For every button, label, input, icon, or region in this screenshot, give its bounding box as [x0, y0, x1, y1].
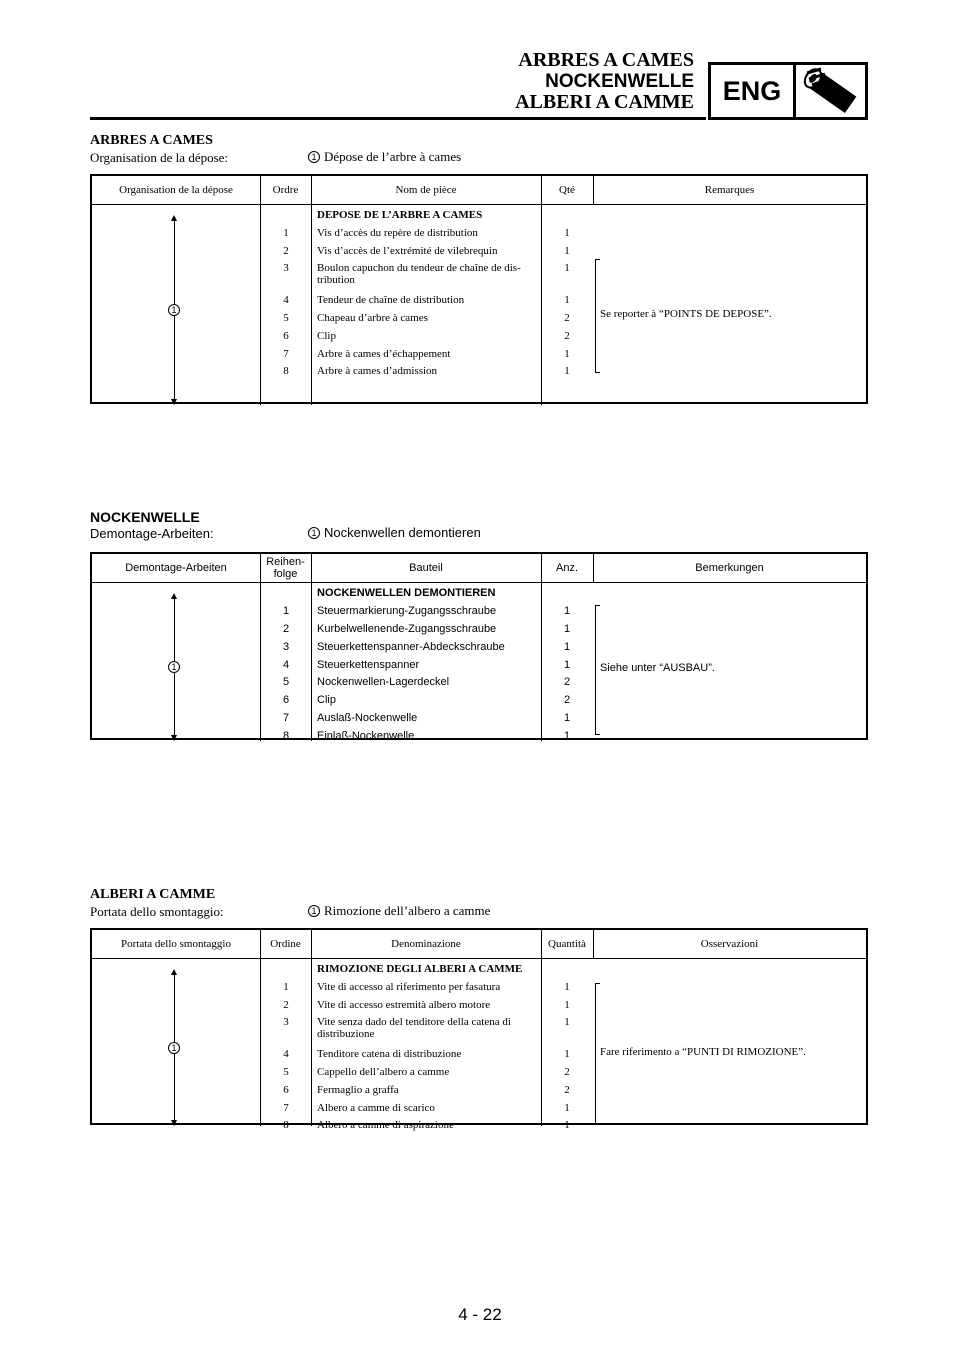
column-header: Bemerkungen	[695, 562, 764, 574]
table-body	[92, 205, 866, 405]
column-header: Denominazione	[391, 938, 461, 950]
section-title: NOCKENWELLE	[90, 509, 200, 525]
qty-cell: 1	[564, 365, 570, 377]
page-number: 4 - 22	[458, 1305, 502, 1324]
part-name-cell: Nockenwellen-Lagerdeckel	[317, 676, 450, 688]
column-divider	[260, 554, 261, 582]
eng-label: ENG	[711, 65, 796, 117]
part-name-cell: Arbre à cames d’échappement	[317, 348, 451, 360]
order-cell: 2	[283, 245, 289, 257]
table-header	[92, 176, 866, 205]
order-cell: 3	[283, 262, 289, 274]
arrow-down-icon	[171, 399, 177, 405]
procedure-title: NOCKENWELLEN DEMONTIEREN	[317, 587, 496, 599]
qty-cell: 2	[564, 312, 570, 324]
order-cell: 4	[283, 1048, 289, 1060]
order-cell: 2	[283, 999, 289, 1011]
part-name-cell: Cappello dell’albero a camme	[317, 1066, 450, 1078]
remark-text: Se reporter à “POINTS DE DEPOSE”.	[600, 308, 772, 320]
remark-text: Fare riferimento a “PUNTI DI RIMOZIONE”.	[600, 1046, 806, 1058]
part-name-cell: Tenditore catena di distribuzione	[317, 1048, 462, 1060]
qty-cell: 1	[563, 730, 571, 742]
arrow-down-icon	[171, 735, 177, 741]
part-name-cell: Vite senza dado del tenditore della catena di distribuzione	[317, 1016, 511, 1040]
arrow-up-icon	[171, 969, 177, 975]
column-divider	[593, 554, 594, 582]
column-header: Remarques	[704, 184, 755, 196]
parts-table	[90, 174, 868, 404]
step-number-circle: 1	[308, 527, 320, 539]
header-title-it: ALBERI A CAMME	[515, 91, 694, 113]
section-title: ARBRES A CAMES	[90, 133, 213, 148]
column-header: Ordine	[270, 938, 301, 950]
qty-cell: 1	[564, 227, 570, 239]
column-header: Osservazioni	[700, 938, 759, 950]
part-name-cell: Fermaglio a graffa	[317, 1084, 399, 1096]
column-header: Quantità	[548, 938, 586, 950]
order-cell: 1	[283, 981, 289, 993]
column-header: Bauteil	[409, 562, 443, 574]
section-step	[308, 525, 481, 540]
column-header: Reihen- folge	[266, 556, 305, 580]
section-step	[308, 149, 461, 165]
header-title-fr: ARBRES A CAMES	[518, 49, 694, 71]
column-header: Qté	[559, 184, 575, 196]
remark-text: Siehe unter “AUSBAU”.	[600, 662, 715, 674]
parts-table	[90, 928, 868, 1131]
step-number-circle: 1	[168, 1042, 180, 1054]
order-cell: 6	[283, 1084, 289, 1096]
qty-cell: 1	[563, 712, 571, 724]
qty-cell: 1	[564, 999, 570, 1011]
header-title-de: NOCKENWELLE	[545, 71, 694, 92]
order-cell: 8	[283, 365, 289, 377]
order-cell: 7	[283, 348, 289, 360]
header-rule	[90, 117, 706, 120]
column-divider	[311, 930, 312, 958]
section-title: ALBERI A CAMME	[90, 887, 216, 902]
qty-cell: 1	[563, 659, 571, 671]
part-name-cell: Vite di accesso estremità albero motore	[317, 999, 491, 1011]
part-name-cell: Arbre à cames d’admission	[317, 365, 438, 377]
step-text: Nockenwellen demontieren	[324, 525, 481, 540]
procedure-title: DEPOSE DE L’ARBRE A CAMES	[317, 209, 483, 221]
order-cell: 6	[282, 694, 290, 706]
part-name-cell: Boulon capuchon du tendeur de chaîne de dis-tribution	[317, 262, 521, 286]
part-name-cell: Steuerkettenspanner-Abdeckschraube	[317, 641, 505, 653]
column-divider	[260, 176, 261, 204]
column-header: Ordre	[272, 184, 299, 196]
arrow-up-icon	[171, 593, 177, 599]
order-cell: 1	[283, 227, 289, 239]
step-text: Dépose de l’arbre à cames	[324, 149, 462, 164]
column-header: Demontage-Arbeiten	[125, 562, 227, 574]
column-divider	[541, 554, 542, 582]
step-number-circle: 1	[168, 304, 180, 316]
step-number-circle: 1	[308, 151, 320, 163]
order-cell: 4	[282, 659, 290, 671]
qty-cell: 1	[563, 623, 571, 635]
qty-cell: 1	[564, 348, 570, 360]
arrow-down-icon	[171, 1120, 177, 1126]
part-name-cell: Einlaß-Nockenwelle	[317, 730, 415, 742]
qty-cell: 1	[564, 1102, 570, 1114]
column-header: Anz.	[555, 562, 578, 574]
column-divider	[311, 176, 312, 204]
qty-cell: 1	[564, 294, 570, 306]
column-header: Organisation de la dépose	[119, 184, 233, 196]
order-cell: 5	[283, 312, 289, 324]
column-header: Nom de pièce	[395, 184, 457, 196]
parts-table	[90, 552, 868, 740]
column-divider	[541, 176, 542, 204]
table-body	[92, 583, 866, 741]
arrow-up-icon	[171, 215, 177, 221]
qty-cell: 1	[563, 605, 571, 617]
column-divider	[260, 930, 261, 958]
qty-cell: 2	[563, 694, 571, 706]
part-name-cell: Steuermarkierung-Zugangsschraube	[317, 605, 497, 617]
order-cell: 5	[283, 1066, 289, 1078]
order-cell: 7	[282, 712, 290, 724]
qty-cell: 1	[564, 262, 570, 274]
order-cell: 8	[282, 730, 290, 742]
section-subtitle: Organisation de la dépose:	[90, 150, 229, 165]
column-divider	[593, 930, 594, 958]
qty-cell: 2	[564, 1066, 570, 1078]
qty-cell: 1	[564, 981, 570, 993]
column-divider	[593, 176, 594, 204]
column-divider	[541, 930, 542, 958]
qty-cell: 1	[564, 1119, 570, 1131]
step-number-circle: 1	[308, 905, 320, 917]
procedure-title: RIMOZIONE DEGLI ALBERI A CAMME	[317, 963, 523, 975]
qty-cell: 1	[564, 1048, 570, 1060]
part-name-cell: Kurbelwellenende-Zugangsschraube	[317, 623, 497, 635]
part-name-cell: Albero a camme di scarico	[317, 1102, 435, 1114]
order-cell: 2	[282, 623, 290, 635]
part-name-cell: Albero a camme di aspirazione	[317, 1119, 454, 1131]
order-cell: 6	[283, 330, 289, 342]
order-cell: 1	[282, 605, 290, 617]
qty-cell: 1	[563, 641, 571, 653]
column-header: Portata dello smontaggio	[121, 938, 231, 950]
part-name-cell: Clip	[317, 694, 336, 706]
step-number-circle: 1	[168, 661, 180, 673]
section-subtitle: Portata dello smontaggio:	[90, 904, 224, 919]
engine-camshaft-icon	[796, 65, 865, 117]
part-name-cell: Steuerkettenspanner	[317, 659, 420, 671]
part-name-cell: Chapeau d’arbre à cames	[317, 312, 428, 324]
section-step	[308, 903, 490, 919]
qty-cell: 1	[564, 245, 570, 257]
qty-cell: 2	[564, 1084, 570, 1096]
order-cell: 7	[283, 1102, 289, 1114]
order-cell: 8	[283, 1119, 289, 1131]
part-name-cell: Auslaß-Nockenwelle	[317, 712, 418, 724]
order-cell: 3	[282, 641, 290, 653]
table-header	[92, 554, 866, 583]
part-name-cell: Clip	[317, 330, 336, 342]
header-titles	[515, 50, 694, 113]
qty-cell: 1	[564, 1016, 570, 1028]
table-body	[92, 959, 866, 1131]
eng-badge	[708, 62, 868, 120]
qty-cell: 2	[563, 676, 571, 688]
order-cell: 5	[282, 676, 290, 688]
qty-cell: 2	[564, 330, 570, 342]
section-subtitle: Demontage-Arbeiten:	[90, 526, 214, 541]
order-cell: 4	[283, 294, 289, 306]
order-cell: 3	[283, 1016, 289, 1028]
part-name-cell: Vite di accesso al riferimento per fasatura	[317, 981, 501, 993]
column-divider	[311, 554, 312, 582]
part-name-cell: Tendeur de chaîne de distribution	[317, 294, 465, 306]
table-header	[92, 930, 866, 959]
part-name-cell: Vis d’accès de l’extrémité de vilebrequin	[317, 245, 498, 257]
part-name-cell: Vis d’accès du repère de distribution	[317, 227, 478, 239]
step-text: Rimozione dell’albero a camme	[324, 903, 491, 918]
